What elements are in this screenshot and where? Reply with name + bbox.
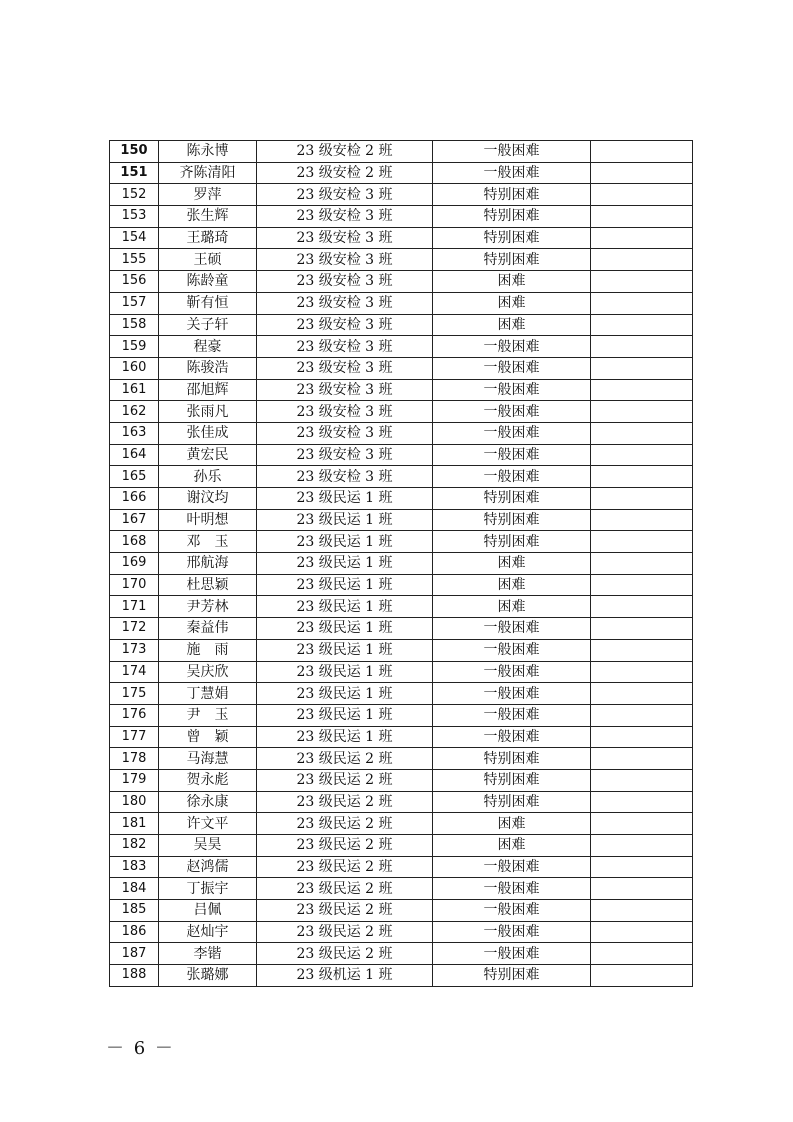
student-name-cell: 施 雨	[159, 639, 257, 661]
table-row	[110, 856, 693, 878]
hardship-level-cell: 一般困难	[433, 900, 591, 922]
remark-cell	[591, 639, 693, 661]
table-row	[110, 921, 693, 943]
class-name-cell: 23 级民运 1 班	[257, 553, 433, 575]
student-name-cell: 吴昊	[159, 835, 257, 857]
row-number-cell: 151	[110, 162, 159, 184]
table-row	[110, 878, 693, 900]
class-name-cell: 23 级安检 3 班	[257, 336, 433, 358]
row-number-cell: 174	[110, 661, 159, 683]
remark-cell	[591, 965, 693, 987]
student-name-cell: 张雨凡	[159, 401, 257, 423]
student-name-cell: 张生辉	[159, 206, 257, 228]
table-row	[110, 162, 693, 184]
class-name-cell: 23 级安检 3 班	[257, 444, 433, 466]
row-number-cell: 161	[110, 379, 159, 401]
class-name-cell: 23 级民运 2 班	[257, 921, 433, 943]
student-name-cell: 关子轩	[159, 314, 257, 336]
class-name-cell: 23 级民运 1 班	[257, 488, 433, 510]
student-name-cell: 罗萍	[159, 184, 257, 206]
hardship-level-cell: 一般困难	[433, 856, 591, 878]
remark-cell	[591, 488, 693, 510]
row-number-cell: 176	[110, 704, 159, 726]
class-name-cell: 23 级民运 2 班	[257, 769, 433, 791]
student-name-cell: 王璐琦	[159, 227, 257, 249]
remark-cell	[591, 336, 693, 358]
hardship-level-cell: 一般困难	[433, 878, 591, 900]
hardship-level-cell: 一般困难	[433, 357, 591, 379]
table-row	[110, 292, 693, 314]
student-name-cell: 赵鸿儒	[159, 856, 257, 878]
row-number-cell: 166	[110, 488, 159, 510]
row-number-cell: 158	[110, 314, 159, 336]
table-row	[110, 227, 693, 249]
class-name-cell: 23 级安检 3 班	[257, 401, 433, 423]
table-row	[110, 943, 693, 965]
row-number-cell: 181	[110, 813, 159, 835]
table-row	[110, 726, 693, 748]
hardship-level-cell: 一般困难	[433, 618, 591, 640]
remark-cell	[591, 704, 693, 726]
class-name-cell: 23 级安检 3 班	[257, 206, 433, 228]
row-number-cell: 150	[110, 141, 159, 163]
class-name-cell: 23 级民运 1 班	[257, 618, 433, 640]
student-name-cell: 李锴	[159, 943, 257, 965]
row-number-cell: 187	[110, 943, 159, 965]
student-name-cell: 丁振宇	[159, 878, 257, 900]
row-number-cell: 183	[110, 856, 159, 878]
remark-cell	[591, 856, 693, 878]
student-name-cell: 靳有恒	[159, 292, 257, 314]
remark-cell	[591, 791, 693, 813]
student-name-cell: 吕佩	[159, 900, 257, 922]
table-row	[110, 553, 693, 575]
hardship-level-cell: 特别困难	[433, 509, 591, 531]
student-name-cell: 杜思颖	[159, 574, 257, 596]
hardship-level-cell: 一般困难	[433, 639, 591, 661]
table-row	[110, 271, 693, 293]
student-name-cell: 赵灿宇	[159, 921, 257, 943]
class-name-cell: 23 级机运 1 班	[257, 965, 433, 987]
class-name-cell: 23 级民运 1 班	[257, 683, 433, 705]
student-name-cell: 许文平	[159, 813, 257, 835]
remark-cell	[591, 249, 693, 271]
remark-cell	[591, 271, 693, 293]
table-row	[110, 249, 693, 271]
remark-cell	[591, 769, 693, 791]
class-name-cell: 23 级民运 1 班	[257, 704, 433, 726]
table-row	[110, 704, 693, 726]
row-number-cell: 155	[110, 249, 159, 271]
row-number-cell: 185	[110, 900, 159, 922]
row-number-cell: 177	[110, 726, 159, 748]
table-row	[110, 141, 693, 163]
remark-cell	[591, 184, 693, 206]
hardship-level-cell: 特别困难	[433, 184, 591, 206]
student-name-cell: 陈龄童	[159, 271, 257, 293]
student-name-cell: 叶明想	[159, 509, 257, 531]
hardship-level-cell: 困难	[433, 574, 591, 596]
remark-cell	[591, 314, 693, 336]
student-name-cell: 张佳成	[159, 422, 257, 444]
remark-cell	[591, 531, 693, 553]
remark-cell	[591, 878, 693, 900]
hardship-level-cell: 困难	[433, 835, 591, 857]
row-number-cell: 159	[110, 336, 159, 358]
row-number-cell: 152	[110, 184, 159, 206]
hardship-level-cell: 特别困难	[433, 748, 591, 770]
hardship-level-cell: 困难	[433, 292, 591, 314]
table-row	[110, 488, 693, 510]
row-number-cell: 165	[110, 466, 159, 488]
hardship-level-cell: 困难	[433, 271, 591, 293]
class-name-cell: 23 级民运 1 班	[257, 574, 433, 596]
class-name-cell: 23 级民运 2 班	[257, 943, 433, 965]
hardship-level-cell: 困难	[433, 813, 591, 835]
table-row	[110, 769, 693, 791]
student-name-cell: 黄宏民	[159, 444, 257, 466]
table-row	[110, 683, 693, 705]
remark-cell	[591, 553, 693, 575]
remark-cell	[591, 206, 693, 228]
remark-cell	[591, 900, 693, 922]
student-name-cell: 邢航海	[159, 553, 257, 575]
student-name-cell: 张璐娜	[159, 965, 257, 987]
remark-cell	[591, 357, 693, 379]
table-row	[110, 835, 693, 857]
table-row	[110, 466, 693, 488]
row-number-cell: 169	[110, 553, 159, 575]
row-number-cell: 168	[110, 531, 159, 553]
hardship-level-cell: 一般困难	[433, 661, 591, 683]
table-row	[110, 206, 693, 228]
table-row	[110, 900, 693, 922]
hardship-level-cell: 困难	[433, 596, 591, 618]
roster-table	[109, 140, 693, 987]
remark-cell	[591, 292, 693, 314]
table-row	[110, 791, 693, 813]
remark-cell	[591, 661, 693, 683]
class-name-cell: 23 级民运 2 班	[257, 878, 433, 900]
remark-cell	[591, 401, 693, 423]
student-name-cell: 王硕	[159, 249, 257, 271]
table-row	[110, 336, 693, 358]
class-name-cell: 23 级安检 3 班	[257, 357, 433, 379]
row-number-cell: 163	[110, 422, 159, 444]
hardship-level-cell: 一般困难	[433, 921, 591, 943]
student-name-cell: 徐永康	[159, 791, 257, 813]
class-name-cell: 23 级民运 1 班	[257, 639, 433, 661]
remark-cell	[591, 748, 693, 770]
class-name-cell: 23 级安检 3 班	[257, 379, 433, 401]
table-row	[110, 184, 693, 206]
table-row	[110, 401, 693, 423]
row-number-cell: 157	[110, 292, 159, 314]
student-name-cell: 尹芳林	[159, 596, 257, 618]
class-name-cell: 23 级安检 3 班	[257, 249, 433, 271]
hardship-level-cell: 特别困难	[433, 488, 591, 510]
row-number-cell: 186	[110, 921, 159, 943]
table-row	[110, 379, 693, 401]
remark-cell	[591, 466, 693, 488]
student-name-cell: 陈永博	[159, 141, 257, 163]
row-number-cell: 167	[110, 509, 159, 531]
hardship-level-cell: 一般困难	[433, 162, 591, 184]
row-number-cell: 153	[110, 206, 159, 228]
class-name-cell: 23 级安检 3 班	[257, 184, 433, 206]
row-number-cell: 182	[110, 835, 159, 857]
row-number-cell: 171	[110, 596, 159, 618]
hardship-level-cell: 一般困难	[433, 444, 591, 466]
hardship-level-cell: 特别困难	[433, 227, 591, 249]
hardship-level-cell: 特别困难	[433, 769, 591, 791]
hardship-level-cell: 一般困难	[433, 704, 591, 726]
row-number-cell: 173	[110, 639, 159, 661]
hardship-level-cell: 一般困难	[433, 336, 591, 358]
hardship-level-cell: 特别困难	[433, 531, 591, 553]
table-row	[110, 531, 693, 553]
class-name-cell: 23 级民运 2 班	[257, 835, 433, 857]
hardship-level-cell: 一般困难	[433, 726, 591, 748]
hardship-level-cell: 一般困难	[433, 943, 591, 965]
row-number-cell: 172	[110, 618, 159, 640]
hardship-level-cell: 一般困难	[433, 422, 591, 444]
student-name-cell: 马海慧	[159, 748, 257, 770]
row-number-cell: 178	[110, 748, 159, 770]
remark-cell	[591, 574, 693, 596]
remark-cell	[591, 141, 693, 163]
row-number-cell: 180	[110, 791, 159, 813]
table-row	[110, 314, 693, 336]
remark-cell	[591, 596, 693, 618]
remark-cell	[591, 162, 693, 184]
table-row	[110, 618, 693, 640]
remark-cell	[591, 813, 693, 835]
class-name-cell: 23 级安检 3 班	[257, 466, 433, 488]
student-name-cell: 曾 颖	[159, 726, 257, 748]
student-name-cell: 陈骏浩	[159, 357, 257, 379]
class-name-cell: 23 级民运 1 班	[257, 661, 433, 683]
class-name-cell: 23 级民运 2 班	[257, 813, 433, 835]
student-name-cell: 丁慧娟	[159, 683, 257, 705]
table-row	[110, 444, 693, 466]
student-name-cell: 邵旭辉	[159, 379, 257, 401]
hardship-level-cell: 一般困难	[433, 379, 591, 401]
remark-cell	[591, 227, 693, 249]
hardship-level-cell: 特别困难	[433, 791, 591, 813]
roster-body	[110, 141, 693, 987]
row-number-cell: 162	[110, 401, 159, 423]
class-name-cell: 23 级安检 2 班	[257, 141, 433, 163]
class-name-cell: 23 级安检 3 班	[257, 227, 433, 249]
remark-cell	[591, 422, 693, 444]
class-name-cell: 23 级民运 2 班	[257, 748, 433, 770]
hardship-level-cell: 一般困难	[433, 466, 591, 488]
page-number: － 6 －	[106, 1038, 175, 1059]
row-number-cell: 154	[110, 227, 159, 249]
hardship-level-cell: 一般困难	[433, 141, 591, 163]
hardship-level-cell: 一般困难	[433, 401, 591, 423]
row-number-cell: 175	[110, 683, 159, 705]
table-row	[110, 574, 693, 596]
hardship-level-cell: 特别困难	[433, 249, 591, 271]
table-row	[110, 965, 693, 987]
remark-cell	[591, 683, 693, 705]
student-name-cell: 邓 玉	[159, 531, 257, 553]
remark-cell	[591, 921, 693, 943]
class-name-cell: 23 级安检 3 班	[257, 422, 433, 444]
hardship-level-cell: 困难	[433, 553, 591, 575]
remark-cell	[591, 835, 693, 857]
table-row	[110, 596, 693, 618]
row-number-cell: 170	[110, 574, 159, 596]
class-name-cell: 23 级民运 1 班	[257, 531, 433, 553]
class-name-cell: 23 级民运 1 班	[257, 596, 433, 618]
class-name-cell: 23 级安检 3 班	[257, 271, 433, 293]
student-name-cell: 孙乐	[159, 466, 257, 488]
row-number-cell: 156	[110, 271, 159, 293]
remark-cell	[591, 943, 693, 965]
row-number-cell: 179	[110, 769, 159, 791]
class-name-cell: 23 级民运 2 班	[257, 856, 433, 878]
remark-cell	[591, 726, 693, 748]
class-name-cell: 23 级民运 2 班	[257, 791, 433, 813]
student-name-cell: 谢汶均	[159, 488, 257, 510]
table-row	[110, 357, 693, 379]
table-row	[110, 422, 693, 444]
table-row	[110, 813, 693, 835]
class-name-cell: 23 级安检 3 班	[257, 314, 433, 336]
row-number-cell: 160	[110, 357, 159, 379]
student-name-cell: 秦益伟	[159, 618, 257, 640]
hardship-level-cell: 特别困难	[433, 206, 591, 228]
remark-cell	[591, 618, 693, 640]
hardship-level-cell: 一般困难	[433, 683, 591, 705]
row-number-cell: 184	[110, 878, 159, 900]
student-name-cell: 齐陈清阳	[159, 162, 257, 184]
remark-cell	[591, 509, 693, 531]
class-name-cell: 23 级安检 2 班	[257, 162, 433, 184]
table-row	[110, 748, 693, 770]
remark-cell	[591, 379, 693, 401]
hardship-level-cell: 特别困难	[433, 965, 591, 987]
class-name-cell: 23 级民运 2 班	[257, 900, 433, 922]
hardship-level-cell: 困难	[433, 314, 591, 336]
student-name-cell: 吴庆欣	[159, 661, 257, 683]
class-name-cell: 23 级安检 3 班	[257, 292, 433, 314]
class-name-cell: 23 级民运 1 班	[257, 509, 433, 531]
class-name-cell: 23 级民运 1 班	[257, 726, 433, 748]
student-name-cell: 贺永彪	[159, 769, 257, 791]
table-row	[110, 509, 693, 531]
row-number-cell: 164	[110, 444, 159, 466]
student-name-cell: 程豪	[159, 336, 257, 358]
table-row	[110, 639, 693, 661]
table-row	[110, 661, 693, 683]
row-number-cell: 188	[110, 965, 159, 987]
remark-cell	[591, 444, 693, 466]
student-name-cell: 尹 玉	[159, 704, 257, 726]
